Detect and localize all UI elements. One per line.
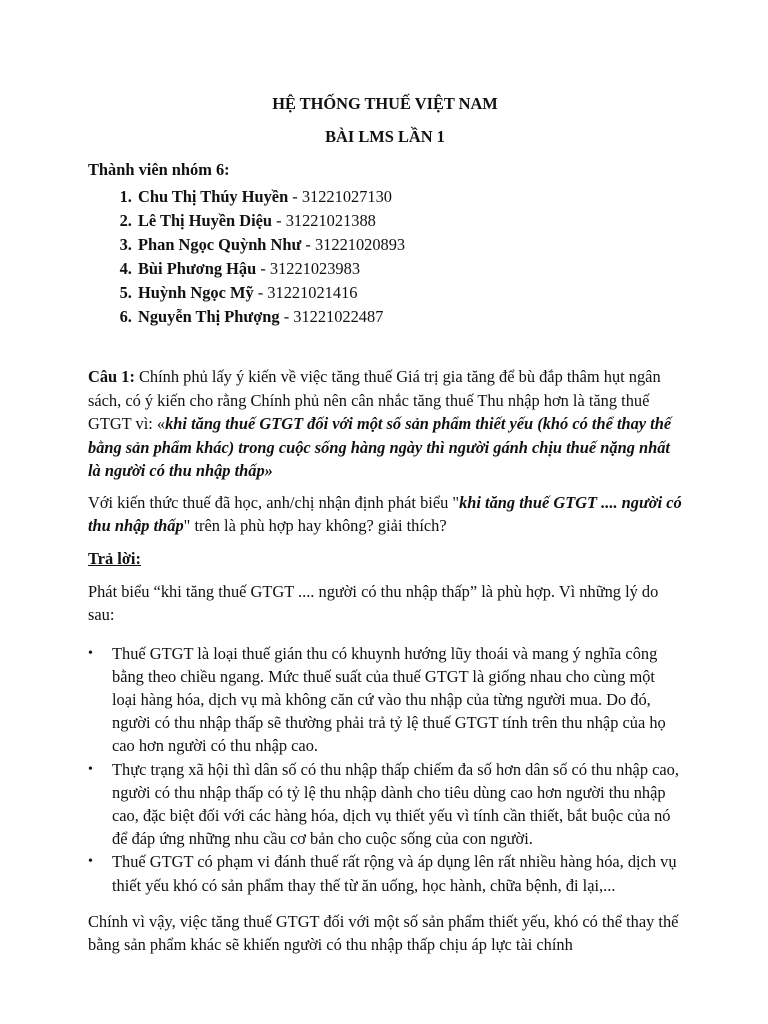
reason-text: Thực trạng xã hội thì dân số có thu nhập thấp chiếm đa số hơn dân số có thu nhập cao, người có thu nhập thấp có tỷ lệ thu nhập dành cho tiêu dùng cao hơn người thu nhập cao, đặc biệt đối với các hàng hóa, dịch vụ thiết yếu vì tính cần thiết, bắt buộc của nó để đáp ứng những nhu cầu cơ bản cho cuộc sống của con người.	[112, 759, 679, 849]
member-id: - 31221023983	[256, 259, 361, 278]
member-item	[136, 281, 682, 305]
member-item	[136, 185, 682, 209]
ask-emphasis: khi tăng thuế GTGT .... người có thu nhập thấp	[88, 492, 682, 535]
question-text: Chính phủ lấy ý kiến về việc tăng thuế Giá trị gia tăng để bù đắp thâm hụt ngân sách, có ý kiến cho rằng Chính phủ nên cân nhắc tăng thuế Thu nhập hơn là tăng thuế GTGT vì: «	[88, 367, 661, 433]
member-id: - 31221021388	[272, 211, 376, 230]
member-name: Bùi Phương Hậu	[138, 259, 257, 278]
members-list	[88, 185, 682, 329]
member-id: - 31221027130	[288, 187, 392, 206]
question-paragraph	[88, 365, 682, 483]
reason-item	[88, 850, 682, 896]
member-id: - 31221022487	[279, 307, 384, 326]
member-name: Chu Thị Thúy Huyền	[138, 187, 289, 206]
members-heading: Thành viên nhóm 6:	[88, 160, 230, 179]
answer-label: Trả lời:	[88, 548, 141, 568]
question-label: Câu 1:	[88, 367, 135, 386]
conclusion-paragraph: Chính vì vậy, việc tăng thuế GTGT đối với một số sản phẩm thiết yếu, khó có thể thay thế bằng sản phẩm khác sẽ khiến người có thu nhập thấp chịu áp lực tài chính	[88, 911, 679, 955]
bullet-icon: •	[88, 645, 93, 661]
member-name: Nguyễn Thị Phượng	[138, 307, 280, 326]
reason-item	[88, 642, 682, 758]
member-id: - 31221021416	[253, 283, 358, 302]
reason-text: Thuế GTGT có phạm vi đánh thuế rất rộng và áp dụng lên rất nhiều hàng hóa, dịch vụ thiết yếu khó có sản phẩm thay thế từ ăn uống, học hành, chữa bệnh, đi lại,...	[112, 852, 677, 895]
member-item	[136, 209, 682, 233]
bullet-icon: •	[88, 854, 93, 870]
member-item	[136, 305, 682, 329]
document-title: HỆ THỐNG THUẾ VIỆT NAM	[272, 94, 498, 113]
answer-intro: Phát biểu “khi tăng thuế GTGT .... người có thu nhập thấp” là phù hợp. Vì những lý do sau:	[88, 581, 659, 624]
member-name: Lê Thị Huyền Diệu	[138, 211, 273, 230]
ask-before: Với kiến thức thuế đã học, anh/chị nhận định phát biểu "	[88, 492, 460, 512]
member-item	[136, 233, 682, 257]
member-id: - 31221020893	[301, 235, 406, 254]
ask-paragraph	[88, 491, 682, 538]
reason-item	[88, 758, 682, 851]
member-item	[136, 257, 682, 281]
reason-text: Thuế GTGT là loại thuế gián thu có khuynh hướng lũy thoái và mang ý nghĩa công bằng theo chiều ngang. Mức thuế suất của thuế GTGT là giống nhau cho cùng một loại hàng hóa, dịch vụ mà không căn cứ vào thu nhập của từng người mua. Do đó, người có thu nhập thấp sẽ thường phải trả tỷ lệ thuế GTGT tính trên thu nhập của họ cao hơn người có thu nhập cao.	[112, 643, 666, 756]
member-name: Huỳnh Ngọc Mỹ	[138, 283, 254, 302]
member-name: Phan Ngọc Quỳnh Như	[138, 235, 302, 254]
reasons-list	[88, 642, 682, 897]
ask-after: " trên là phù hợp hay không? giải thích?	[183, 516, 447, 535]
document-page	[88, 92, 682, 957]
bullet-icon: •	[88, 761, 93, 777]
document-subtitle: BÀI LMS LẦN 1	[325, 127, 445, 146]
question-quote: khi tăng thuế GTGT đối với một số sản phẩm thiết yếu (khó có thể thay thế bằng sản phẩm khác) trong cuộc sống hàng ngày thì người gánh chịu thuế nặng nhất là người có thu nhập thấp»	[88, 414, 672, 480]
